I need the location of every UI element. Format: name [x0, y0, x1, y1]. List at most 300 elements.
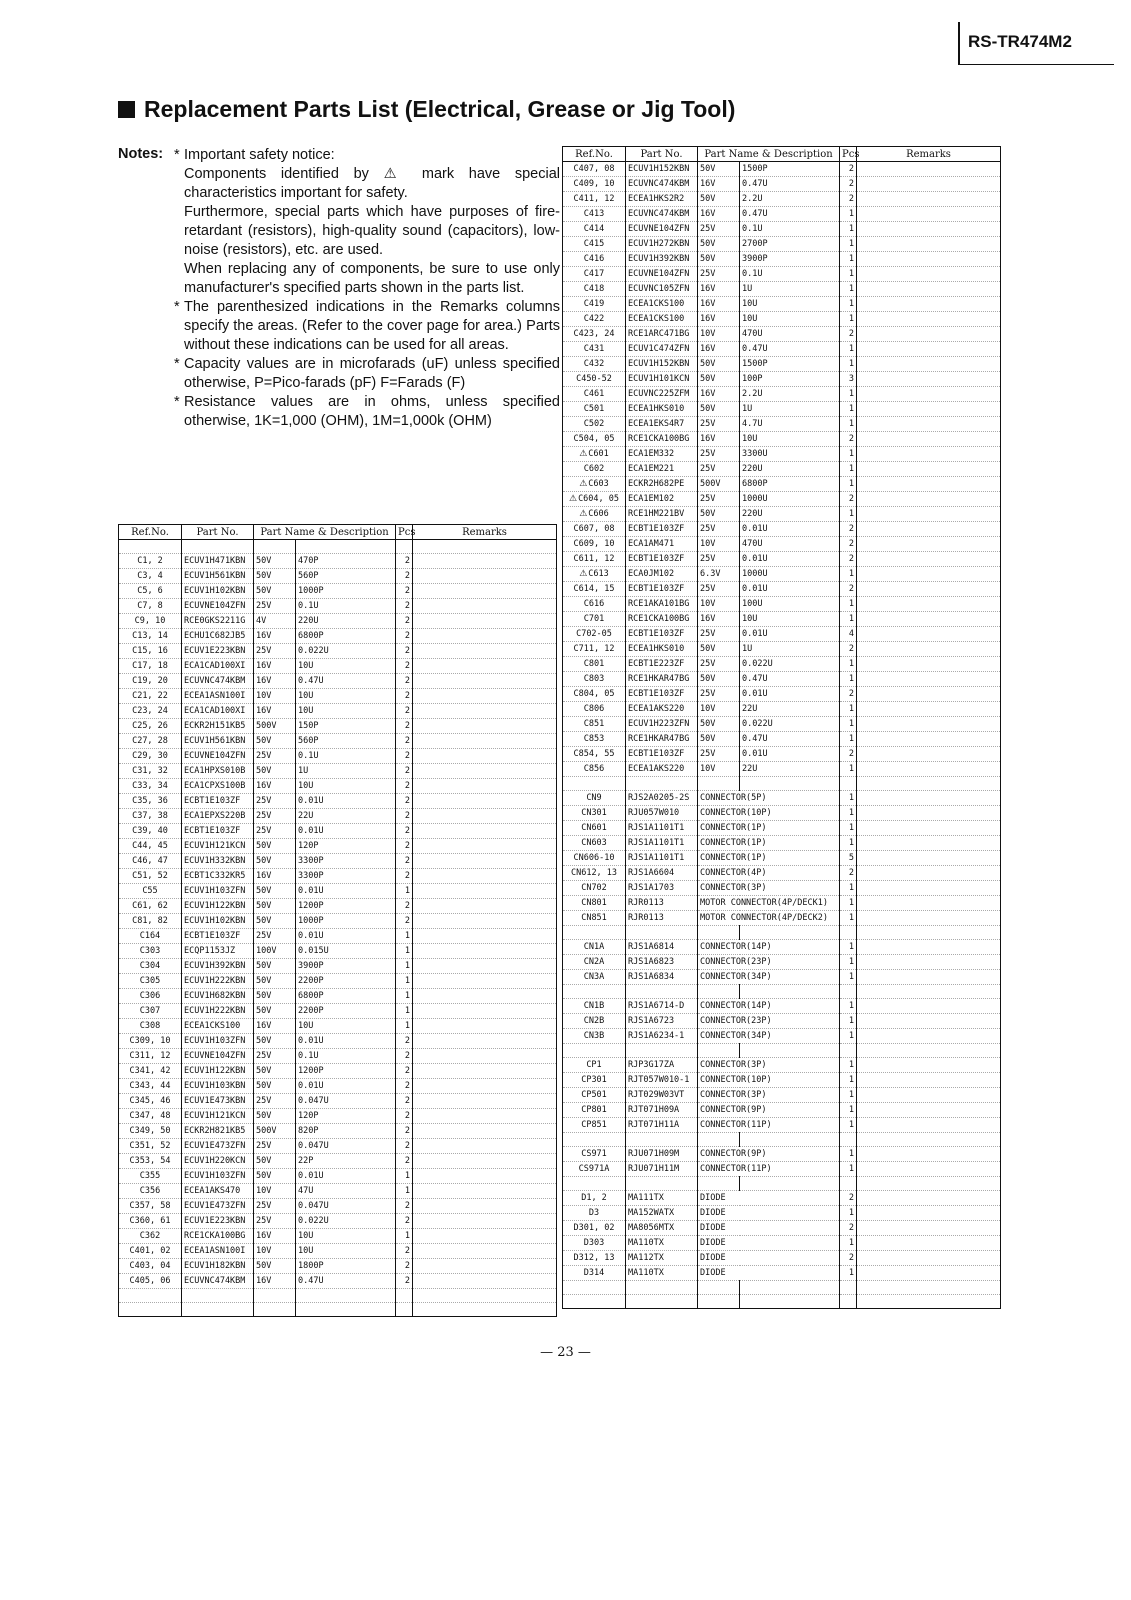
table-row	[563, 1162, 1001, 1177]
cell-pcs: 1	[840, 702, 857, 717]
cell-pcs: 1	[840, 1029, 857, 1044]
cell-remarks	[413, 659, 557, 674]
cell-remarks	[857, 806, 1001, 821]
cell-remarks	[413, 929, 557, 944]
cell-pcs: 1	[840, 1014, 857, 1029]
cell-pcs: 2	[396, 1109, 413, 1124]
cell-part-no: ECA1EM221	[626, 462, 698, 477]
cell-rating	[698, 777, 740, 791]
cell-pcs: 4	[840, 627, 857, 642]
cell-part-no: ECQP1153JZ	[182, 944, 254, 959]
cell-part-no: ECUV1E473KBN	[182, 1094, 254, 1109]
note-capacity-text: Capacity values are in microfarads (uF) unless specified otherwise, P=Pico-farads (pF) F=Farads (F)	[184, 356, 560, 391]
cell-part-no: RCE1AKA101BG	[626, 597, 698, 612]
cell-remarks	[857, 552, 1001, 567]
cell-description: CONNECTOR(9P)	[698, 1103, 840, 1118]
table-row	[563, 836, 1001, 851]
cell-remarks	[413, 854, 557, 869]
cell-remarks	[857, 342, 1001, 357]
cell-ref-no: C29, 30	[119, 749, 182, 764]
cell-rating: 16V	[698, 207, 740, 222]
header-description: Part Name & Description	[698, 147, 840, 162]
table-row	[119, 1079, 557, 1094]
cell-remarks	[413, 959, 557, 974]
cell-pcs: 1	[396, 1169, 413, 1184]
cell-ref-no: D314	[563, 1266, 626, 1281]
cell-description: 120P	[296, 839, 396, 854]
cell-rating: 50V	[254, 989, 296, 1004]
cell-pcs: 1	[840, 821, 857, 836]
cell-pcs: 1	[840, 417, 857, 432]
cell-rating: 500V	[254, 719, 296, 734]
cell-part-no: ECA1HPXS010B	[182, 764, 254, 779]
cell-pcs: 2	[396, 1199, 413, 1214]
cell-ref-no	[119, 1289, 182, 1303]
cell-remarks	[413, 1259, 557, 1274]
cell-ref-no: C856	[563, 762, 626, 777]
cell-ref-no	[563, 1044, 626, 1058]
cell-part-no	[182, 1303, 254, 1317]
cell-remarks	[413, 749, 557, 764]
cell-ref-no: C1, 2	[119, 554, 182, 569]
cell-rating: 25V	[698, 582, 740, 597]
cell-remarks	[413, 1139, 557, 1154]
cell-pcs: 1	[396, 1004, 413, 1019]
cell-remarks	[857, 1133, 1001, 1147]
cell-description: 6800P	[296, 629, 396, 644]
blank-row	[563, 1044, 1001, 1058]
table-row	[563, 717, 1001, 732]
cell-ref-no: C405, 06	[119, 1274, 182, 1289]
cell-pcs: 2	[396, 824, 413, 839]
cell-ref-no: C419	[563, 297, 626, 312]
cell-remarks	[413, 689, 557, 704]
cell-remarks	[857, 672, 1001, 687]
table-header-row	[563, 147, 1001, 162]
cell-ref-no: C801	[563, 657, 626, 672]
cell-pcs: 1	[396, 959, 413, 974]
cell-remarks	[857, 327, 1001, 342]
table-row	[563, 881, 1001, 896]
cell-description: 10U	[296, 1019, 396, 1034]
cell-description: CONNECTOR(23P)	[698, 955, 840, 970]
table-row	[563, 642, 1001, 657]
cell-part-no: ECUVNC474KBM	[182, 674, 254, 689]
table-row	[563, 162, 1001, 177]
cell-rating: 16V	[254, 1229, 296, 1244]
cell-part-no: RJP3G17ZA	[626, 1058, 698, 1073]
cell-pcs: 2	[840, 687, 857, 702]
table-row	[563, 896, 1001, 911]
cell-pcs: 2	[396, 1274, 413, 1289]
note-safety	[174, 146, 560, 298]
cell-pcs: 2	[840, 432, 857, 447]
cell-rating: 50V	[254, 554, 296, 569]
cell-description: 220U	[740, 507, 840, 522]
table-row	[563, 1058, 1001, 1073]
cell-rating: 50V	[254, 854, 296, 869]
cell-pcs: 1	[840, 940, 857, 955]
cell-description: 0.047U	[296, 1094, 396, 1109]
cell-remarks	[413, 1229, 557, 1244]
cell-rating: 50V	[698, 672, 740, 687]
cell-part-no: RCE1CKA100BG	[626, 432, 698, 447]
cell-description: 0.01U	[296, 824, 396, 839]
cell-remarks	[857, 732, 1001, 747]
cell-description: 10U	[740, 297, 840, 312]
cell-remarks	[857, 297, 1001, 312]
table-row	[563, 477, 1001, 492]
cell-rating: 25V	[698, 552, 740, 567]
cell-pcs: 1	[840, 267, 857, 282]
cell-rating: 25V	[254, 824, 296, 839]
cell-pcs: 1	[840, 836, 857, 851]
cell-description	[296, 540, 396, 554]
cell-description: 2.2U	[740, 387, 840, 402]
cell-ref-no: CN2A	[563, 955, 626, 970]
cell-rating: 50V	[254, 974, 296, 989]
cell-rating: 50V	[254, 839, 296, 854]
cell-remarks	[857, 1177, 1001, 1191]
cell-description: CONNECTOR(1P)	[698, 851, 840, 866]
cell-pcs: 2	[396, 719, 413, 734]
cell-ref-no: CS971	[563, 1147, 626, 1162]
cell-rating: 25V	[254, 749, 296, 764]
blank-row	[563, 1133, 1001, 1147]
cell-ref-no: C44, 45	[119, 839, 182, 854]
cell-ref-no: C33, 34	[119, 779, 182, 794]
cell-pcs: 2	[396, 914, 413, 929]
warning-triangle-icon: ⚠	[579, 479, 588, 489]
cell-ref-no: C46, 47	[119, 854, 182, 869]
cell-pcs: 2	[396, 839, 413, 854]
cell-description: 0.47U	[740, 672, 840, 687]
table-row	[563, 552, 1001, 567]
cell-description: 2200P	[296, 974, 396, 989]
cell-part-no: ECBT1E103ZF	[626, 522, 698, 537]
cell-remarks	[413, 1154, 557, 1169]
cell-rating: 50V	[254, 1079, 296, 1094]
cell-remarks	[857, 1118, 1001, 1133]
table-row	[563, 687, 1001, 702]
cell-part-no	[626, 1133, 698, 1147]
cell-description: 1000U	[740, 492, 840, 507]
cell-remarks	[857, 926, 1001, 940]
table-row	[119, 1139, 557, 1154]
cell-ref-no: C418	[563, 282, 626, 297]
cell-remarks	[857, 999, 1001, 1014]
table-row	[563, 1221, 1001, 1236]
cell-part-no: ECBT1C332KR5	[182, 869, 254, 884]
cell-part-no: ECUV1H332KBN	[182, 854, 254, 869]
cell-ref-no: C611, 12	[563, 552, 626, 567]
cell-part-no: ECUV1H152KBN	[626, 162, 698, 177]
cell-ref-no: D301, 02	[563, 1221, 626, 1236]
cell-description: 0.1U	[296, 1049, 396, 1064]
cell-pcs: 1	[840, 1206, 857, 1221]
cell-part-no: ECEA1HKS2R2	[626, 192, 698, 207]
cell-rating: 50V	[698, 357, 740, 372]
page-number: — 23 —	[540, 1345, 591, 1360]
cell-ref-no: C15, 16	[119, 644, 182, 659]
cell-description: 22U	[740, 702, 840, 717]
cell-pcs: 2	[396, 644, 413, 659]
cell-description: 3900P	[296, 959, 396, 974]
cell-pcs: 1	[840, 402, 857, 417]
table-row	[119, 1274, 557, 1289]
cell-description: CONNECTOR(3P)	[698, 1058, 840, 1073]
cell-part-no: RJU057W010	[626, 806, 698, 821]
cell-ref-no	[119, 1303, 182, 1317]
note-safety-line: When replacing any of components, be sure to use only manufacturer's specified parts shown in the parts list.	[184, 261, 560, 296]
header-part-no: Part No.	[626, 147, 698, 162]
cell-ref-no: C854, 55	[563, 747, 626, 762]
cell-rating: 50V	[254, 1109, 296, 1124]
cell-description: 220U	[296, 614, 396, 629]
cell-remarks	[413, 839, 557, 854]
cell-ref-no: C304	[119, 959, 182, 974]
cell-description: 100U	[740, 597, 840, 612]
table-row	[119, 614, 557, 629]
cell-pcs: 2	[396, 1139, 413, 1154]
cell-part-no: ECA0JM102	[626, 567, 698, 582]
cell-description: CONNECTOR(3P)	[698, 881, 840, 896]
cell-description: 0.022U	[296, 1214, 396, 1229]
cell-pcs: 2	[396, 674, 413, 689]
cell-description: CONNECTOR(1P)	[698, 821, 840, 836]
cell-ref-no: C355	[119, 1169, 182, 1184]
cell-description: DIODE	[698, 1251, 840, 1266]
cell-pcs: 2	[840, 747, 857, 762]
cell-rating: 10V	[254, 1244, 296, 1259]
cell-rating	[254, 1303, 296, 1317]
cell-part-no	[626, 985, 698, 999]
cell-ref-no: C701	[563, 612, 626, 627]
cell-remarks	[857, 222, 1001, 237]
cell-rating: 16V	[698, 297, 740, 312]
cell-description: 2200P	[296, 1004, 396, 1019]
cell-remarks	[413, 764, 557, 779]
cell-pcs: 1	[840, 1236, 857, 1251]
cell-part-no: ECEA1AKS470	[182, 1184, 254, 1199]
cell-ref-no: C55	[119, 884, 182, 899]
cell-remarks	[857, 1103, 1001, 1118]
cell-ref-no: C305	[119, 974, 182, 989]
cell-description: 1000P	[296, 584, 396, 599]
cell-part-no: MA110TX	[626, 1236, 698, 1251]
cell-pcs: 2	[840, 1251, 857, 1266]
cell-pcs: 1	[840, 297, 857, 312]
cell-description: CONNECTOR(11P)	[698, 1162, 840, 1177]
cell-description: 0.47U	[296, 1274, 396, 1289]
cell-remarks	[413, 569, 557, 584]
cell-ref-no: C61, 62	[119, 899, 182, 914]
warning-triangle-icon: ⚠	[579, 569, 588, 579]
cell-remarks	[857, 1236, 1001, 1251]
cell-description: 10U	[296, 1229, 396, 1244]
cell-remarks	[413, 614, 557, 629]
cell-part-no: ECA1CPXS100B	[182, 779, 254, 794]
table-row	[563, 940, 1001, 955]
cell-remarks	[857, 432, 1001, 447]
cell-remarks	[413, 794, 557, 809]
cell-ref-no: ⚠C603	[563, 477, 626, 492]
cell-description: 0.47U	[740, 732, 840, 747]
cell-ref-no: C303	[119, 944, 182, 959]
cell-remarks	[857, 447, 1001, 462]
model-number: RS-TR474M2	[968, 32, 1072, 51]
cell-remarks	[857, 1162, 1001, 1177]
cell-part-no: MA8056MTX	[626, 1221, 698, 1236]
cell-part-no: ECA1AM471	[626, 537, 698, 552]
cell-rating: 16V	[254, 704, 296, 719]
cell-rating: 4V	[254, 614, 296, 629]
cell-pcs: 1	[396, 884, 413, 899]
parts-table-left	[118, 524, 557, 1317]
table-row	[119, 989, 557, 1004]
cell-rating	[254, 540, 296, 554]
cell-remarks	[857, 267, 1001, 282]
cell-remarks	[857, 970, 1001, 985]
cell-description: 47U	[296, 1184, 396, 1199]
cell-description: 1500P	[740, 162, 840, 177]
model-number-tag	[958, 22, 1114, 65]
cell-part-no: RJS1A6723	[626, 1014, 698, 1029]
cell-remarks	[857, 1058, 1001, 1073]
cell-part-no: ECUVNC105ZFN	[626, 282, 698, 297]
cell-pcs: 1	[840, 657, 857, 672]
cell-ref-no: C347, 48	[119, 1109, 182, 1124]
cell-remarks	[857, 522, 1001, 537]
cell-description: 0.47U	[296, 674, 396, 689]
table-row	[563, 417, 1001, 432]
cell-ref-no: C7, 8	[119, 599, 182, 614]
cell-part-no: RCE1CKA100BG	[626, 612, 698, 627]
table-row	[563, 402, 1001, 417]
cell-pcs: 2	[840, 537, 857, 552]
cell-remarks	[857, 1266, 1001, 1281]
table-row	[119, 944, 557, 959]
cell-part-no: RJS2A0205-2S	[626, 791, 698, 806]
cell-pcs: 1	[840, 911, 857, 926]
cell-ref-no: C51, 52	[119, 869, 182, 884]
cell-remarks	[857, 627, 1001, 642]
table-row	[563, 327, 1001, 342]
cell-description: 150P	[296, 719, 396, 734]
cell-part-no: RCE1HKAR47BG	[626, 672, 698, 687]
cell-ref-no: C309, 10	[119, 1034, 182, 1049]
cell-remarks	[413, 1064, 557, 1079]
blank-row	[563, 777, 1001, 791]
cell-ref-no: C37, 38	[119, 809, 182, 824]
cell-pcs: 2	[840, 1191, 857, 1206]
table-row	[119, 569, 557, 584]
cell-pcs: 1	[840, 252, 857, 267]
cell-remarks	[413, 779, 557, 794]
cell-pcs: 1	[840, 507, 857, 522]
cell-ref-no: C415	[563, 237, 626, 252]
header-part-no: Part No.	[182, 525, 254, 540]
table-row	[119, 659, 557, 674]
table-row	[563, 1014, 1001, 1029]
cell-ref-no: C353, 54	[119, 1154, 182, 1169]
note-safety-heading: Important safety notice:	[184, 147, 335, 163]
table-row	[119, 1094, 557, 1109]
cell-rating: 16V	[698, 282, 740, 297]
header-remarks: Remarks	[413, 525, 557, 540]
cell-part-no: ECEA1EKS4R7	[626, 417, 698, 432]
cell-description	[296, 1289, 396, 1303]
table-row	[119, 839, 557, 854]
cell-description: 10U	[296, 779, 396, 794]
cell-pcs	[840, 1281, 857, 1295]
cell-description: 560P	[296, 734, 396, 749]
cell-description: 1U	[740, 642, 840, 657]
table-row	[119, 1199, 557, 1214]
table-row	[119, 854, 557, 869]
asterisk-bullet-icon: *	[174, 356, 180, 372]
cell-description: 1U	[740, 402, 840, 417]
table-row	[119, 764, 557, 779]
table-row	[563, 252, 1001, 267]
cell-ref-no	[563, 1177, 626, 1191]
cell-remarks	[413, 629, 557, 644]
cell-description: 0.022U	[740, 657, 840, 672]
cell-rating: 50V	[698, 192, 740, 207]
cell-pcs: 2	[840, 552, 857, 567]
cell-ref-no: C853	[563, 732, 626, 747]
cell-remarks	[413, 1169, 557, 1184]
cell-description: 10U	[296, 1244, 396, 1259]
cell-remarks	[857, 896, 1001, 911]
table-row	[119, 554, 557, 569]
cell-description: 0.01U	[740, 627, 840, 642]
cell-description: 22U	[740, 762, 840, 777]
cell-remarks	[413, 869, 557, 884]
table-row	[119, 929, 557, 944]
cell-description: CONNECTOR(10P)	[698, 1073, 840, 1088]
cell-description: 120P	[296, 1109, 396, 1124]
cell-ref-no: C21, 22	[119, 689, 182, 704]
cell-part-no: RJR0113	[626, 911, 698, 926]
cell-part-no	[182, 540, 254, 554]
cell-part-no: RCE1HM221BV	[626, 507, 698, 522]
cell-pcs: 1	[840, 1073, 857, 1088]
cell-description: 4.7U	[740, 417, 840, 432]
cell-part-no: ECUV1H121KCN	[182, 1109, 254, 1124]
cell-rating: 16V	[254, 1019, 296, 1034]
header-remarks: Remarks	[857, 147, 1001, 162]
table-row	[563, 657, 1001, 672]
cell-ref-no: C341, 42	[119, 1064, 182, 1079]
cell-ref-no: C806	[563, 702, 626, 717]
cell-remarks	[857, 1044, 1001, 1058]
cell-description: 0.022U	[740, 717, 840, 732]
cell-pcs: 2	[396, 779, 413, 794]
cell-pcs: 1	[840, 896, 857, 911]
cell-pcs	[840, 1295, 857, 1309]
cell-rating: 10V	[254, 689, 296, 704]
cell-part-no	[626, 1281, 698, 1295]
cell-pcs: 2	[396, 1064, 413, 1079]
cell-rating: 50V	[254, 1169, 296, 1184]
cell-remarks	[857, 357, 1001, 372]
table-row	[119, 704, 557, 719]
cell-rating: 50V	[698, 507, 740, 522]
cell-remarks	[413, 584, 557, 599]
cell-part-no: ECUVNC474KBM	[626, 207, 698, 222]
cell-ref-no: C19, 20	[119, 674, 182, 689]
